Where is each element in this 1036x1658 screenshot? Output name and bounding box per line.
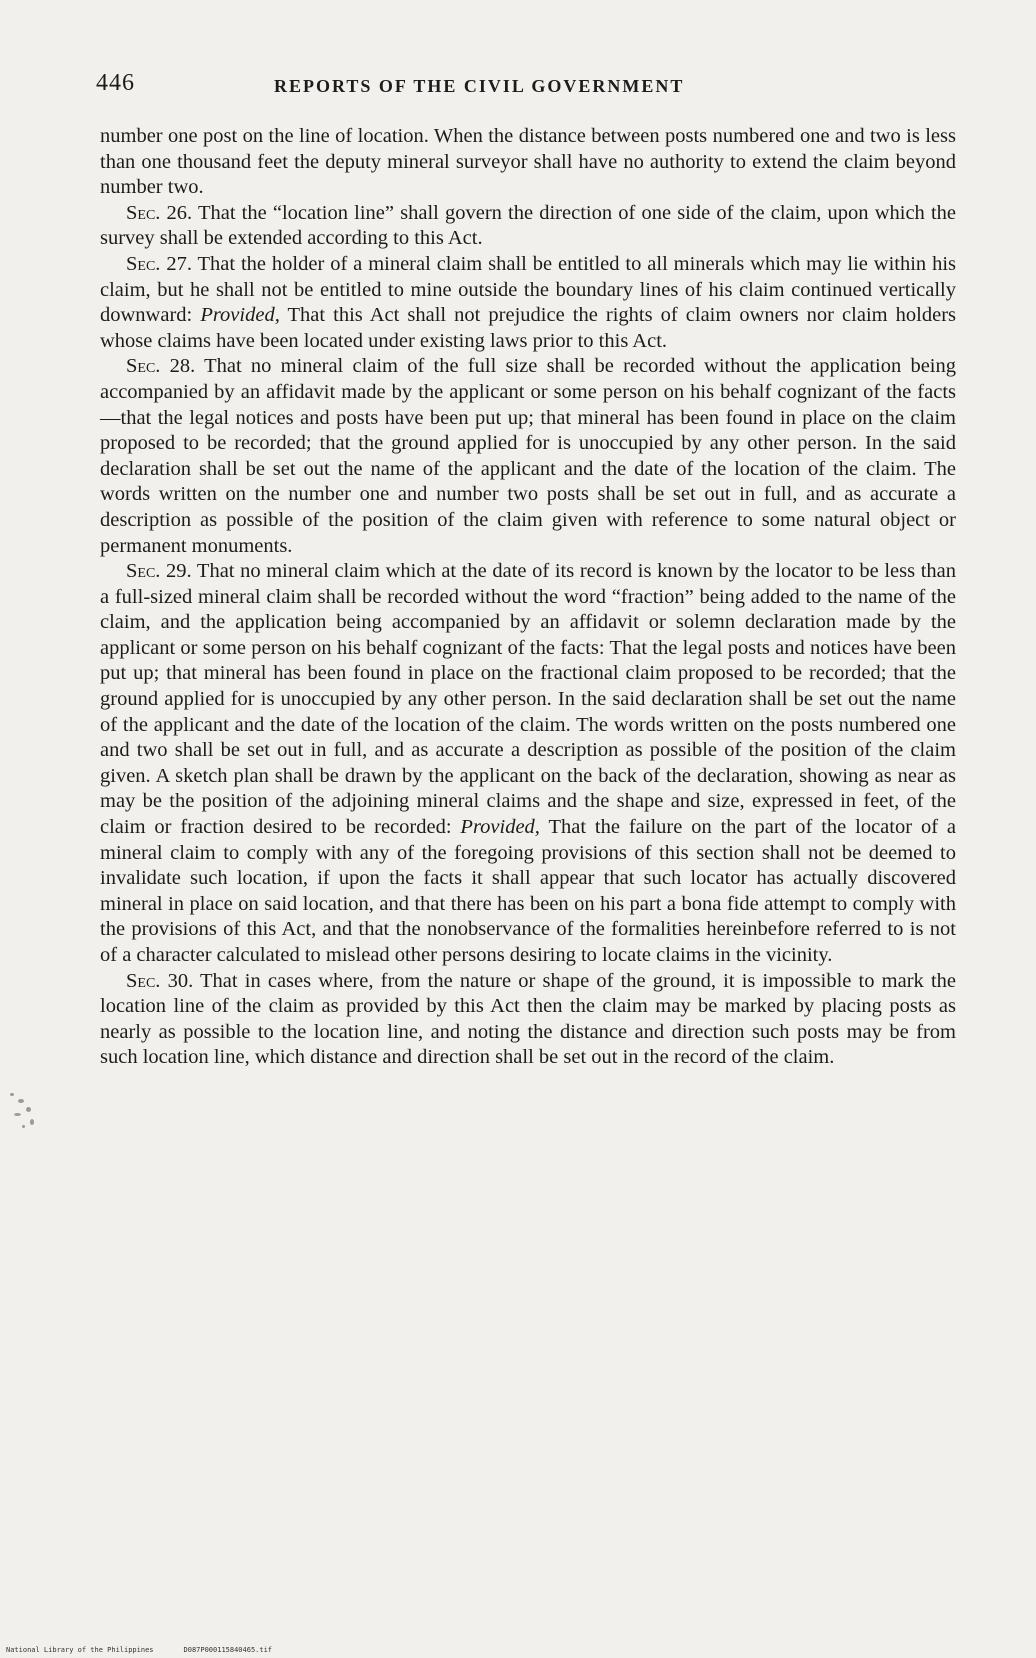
paragraph-text-continued: That the failure on the part of the locator of a mineral claim to comply with any of the foregoing provisions of this section shall not be deemed to invalidate such location, if upon the facts it shall appear that such locator has actually discovered mineral in place on said location, and that there has been on his part a bona fide attempt to comply with the provisions of this Act, and that the nonobservance of the formalities hereinbefore referred to is not of a character calculated to mislead other persons desiring to locate claims in the vicinity. [100, 816, 956, 966]
running-title: REPORTS OF THE CIVIL GOVERNMENT [274, 76, 685, 96]
section-label: Sec. 26. [126, 201, 193, 224]
section-label: Sec. 30. [126, 969, 194, 992]
page-header [96, 70, 958, 100]
body-text [100, 124, 956, 1071]
footer-library: National Library of the Philippines [6, 1646, 154, 1654]
paragraph-continuation [100, 124, 956, 201]
footer-file: D087P000115840465.tif [183, 1646, 273, 1654]
section-label: Sec. 27. [126, 252, 192, 275]
section-28 [100, 354, 956, 559]
section-30 [100, 969, 956, 1071]
paragraph-text: That no mineral claim of the full size shall be recorded without the application being accompanied by an affidavit made by the applicant or some person on his behalf cognizant of the facts—that the legal notices and posts have been put up; that mineral has been found in place on the claim proposed to be recorded; that the ground applied for is unoccupied by any other person. In the said declaration shall be set out the name of the applicant and the date of the location of the claim. The words written on the number one and number two posts shall be set out in full, and as accurate a description as possible of the position of the claim given with reference to some natural object or permanent monuments. [100, 355, 956, 557]
paragraph-text: That in cases where, from the nature or shape of the ground, it is impossible to mark the location line of the claim as provided by this Act then the claim may be marked by placing posts as nearly as possible to the location line, and noting the distance and direction such posts may be from such location line, which distance and direction shall be set out in the record of the claim. [100, 969, 956, 1069]
paragraph-text: That the “location line” shall govern the direction of one side of the claim, upon which the survey shall be extended according to this Act. [100, 201, 956, 250]
page-number: 446 [96, 70, 135, 96]
section-27 [100, 252, 956, 354]
page-footer [6, 1646, 272, 1654]
section-29 [100, 559, 956, 969]
paragraph-text-continued: That this Act shall not prejudice the rights of claim owners nor claim holders whose claims have been located under existing laws prior to this Act. [100, 304, 956, 352]
proviso-term: Provided, [200, 304, 280, 327]
margin-smudge [0, 1085, 50, 1145]
proviso-term: Provided, [460, 816, 540, 839]
paragraph-text: number one post on the line of location. When the distance between posts numbered one and two is less than one thousand feet the deputy mineral surveyor shall have no authority to extend the claim beyond number two. [100, 125, 956, 199]
section-label: Sec. 29. [126, 560, 192, 583]
section-label: Sec. 28. [126, 355, 196, 378]
paragraph-text: That the holder of a mineral claim shall be entitled to all minerals which may lie within his claim, but he shall not be entitled to mine outside the boundary lines of his claim continued vertically downward: [100, 252, 956, 327]
section-26 [100, 201, 956, 252]
paragraph-text: That no mineral claim which at the date of its record is known by the locator to be less than a full-sized mineral claim shall be recorded without the word “fraction” being added to the name of the claim, and the application being accompanied by an affidavit or solemn declaration made by the applicant or some person on his behalf cognizant of the facts: That the legal posts and notices have been put up; that mineral has been found in place on the fractional claim proposed to be recorded; that the ground applied for is unoccupied by any other person. In the said declaration shall be set out the name of the applicant and the date of the location of the claim. The words written on the posts numbered one and two shall be set out in full, and as accurate a description as possible of the position of the claim given. A sketch plan shall be drawn by the applicant on the back of the declaration, showing as near as may be the position of the adjoining mineral claims and the shape and size, expressed in feet, of the claim or fraction desired to be recorded: [100, 560, 956, 839]
